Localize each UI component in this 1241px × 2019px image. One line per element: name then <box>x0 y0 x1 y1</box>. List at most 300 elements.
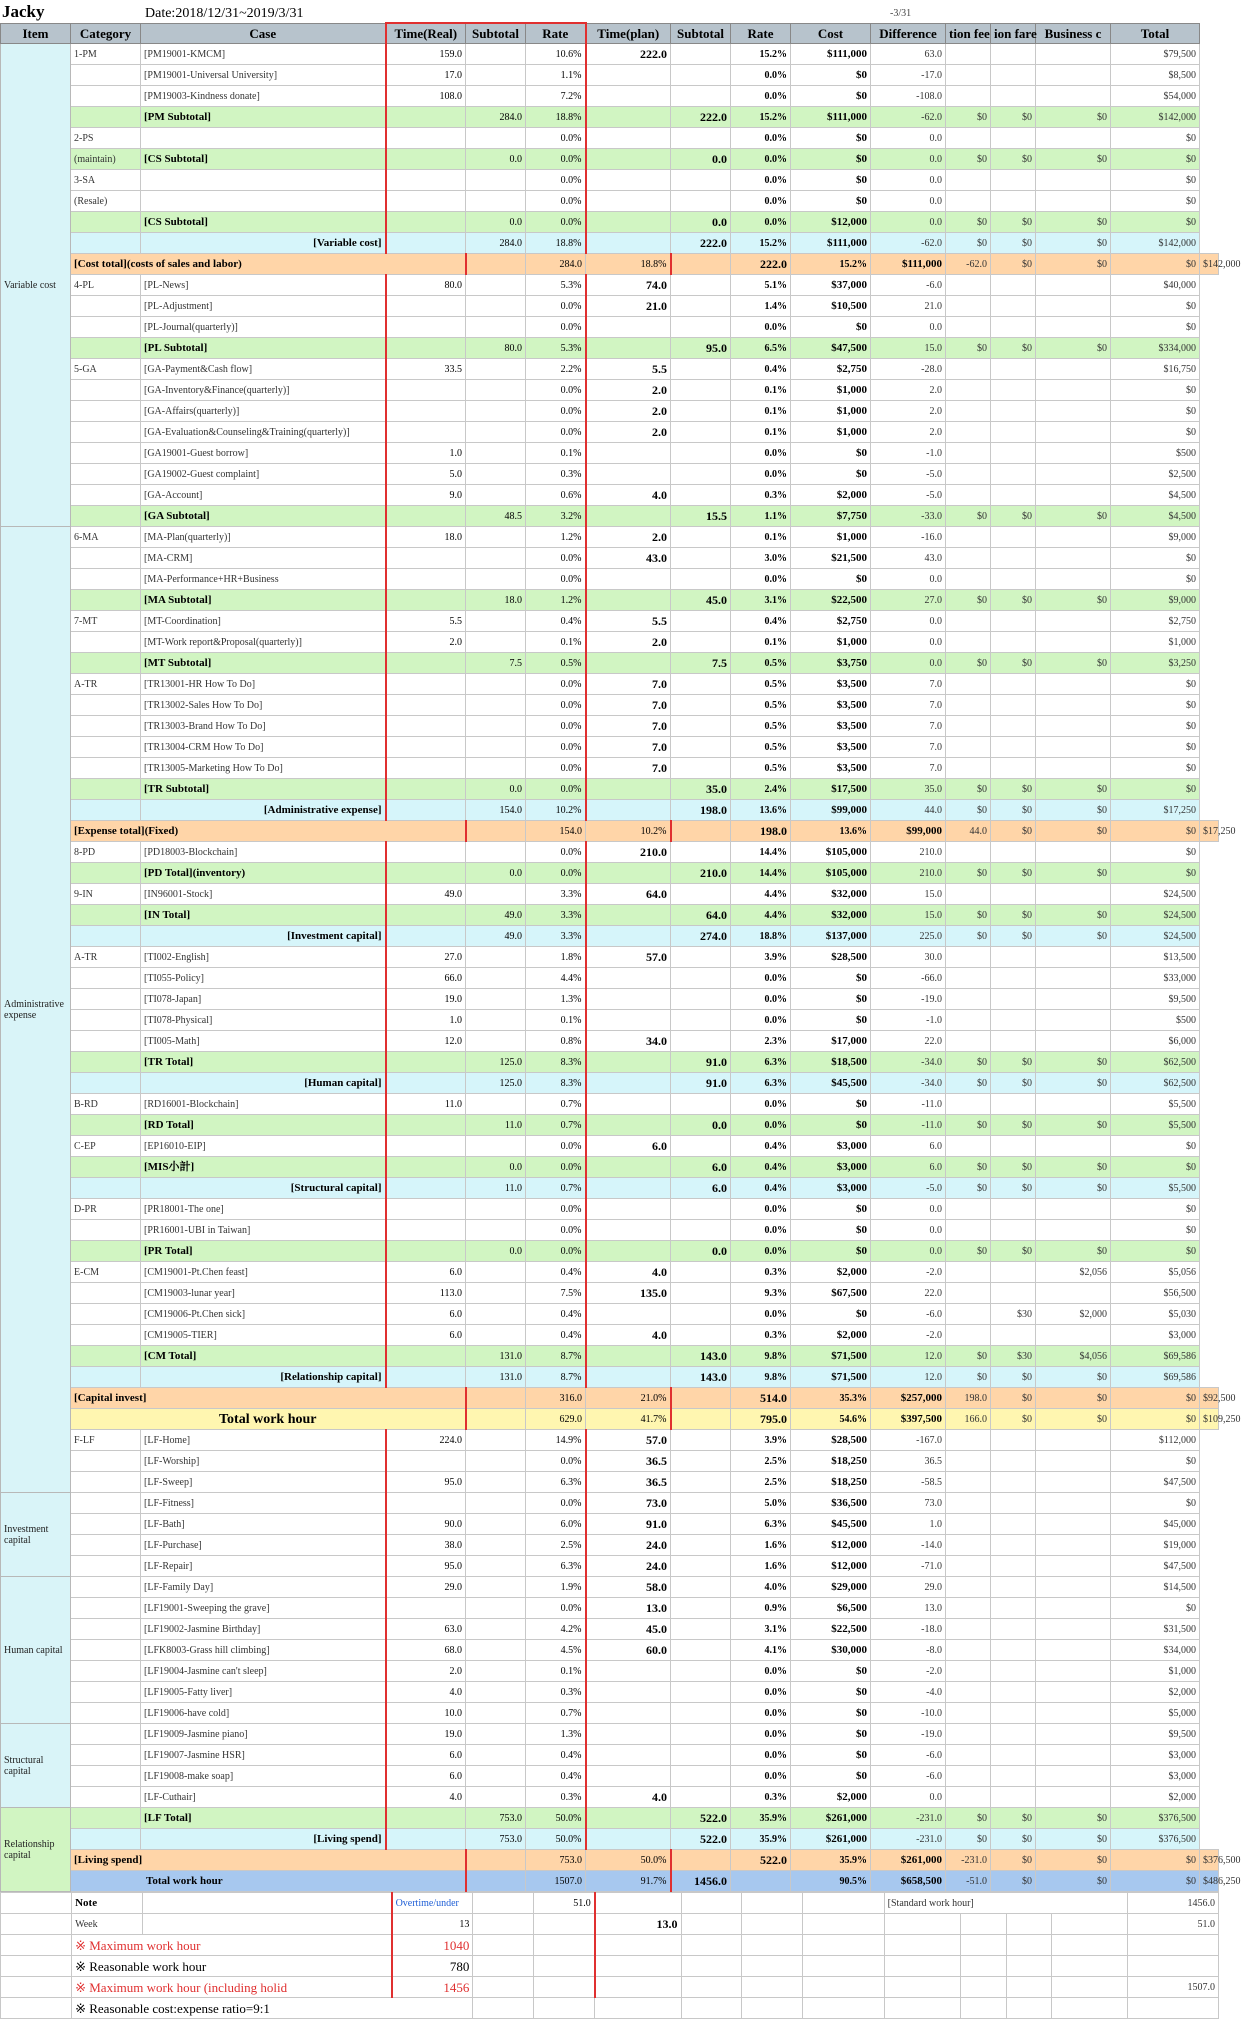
rate-plan: 15.2% <box>731 107 791 128</box>
difference: -66.0 <box>871 968 946 989</box>
rate-real: 8.7% <box>526 1367 586 1388</box>
business-cost: $0 <box>1036 1808 1111 1829</box>
total: $47,500 <box>1111 1556 1200 1577</box>
total: $0 <box>1111 695 1200 716</box>
subtotal-plan <box>671 1640 731 1661</box>
note-cell <box>884 1977 960 1998</box>
rate-real: 4.4% <box>526 968 586 989</box>
total: $40,000 <box>1111 275 1200 296</box>
rate-plan: 0.0% <box>731 317 791 338</box>
note-cell <box>960 1914 1006 1935</box>
rate-real: 0.3% <box>526 1787 586 1808</box>
time-real <box>466 1871 526 1892</box>
time-plan <box>586 1199 671 1220</box>
business-cost <box>1036 317 1111 338</box>
business-cost: $2,000 <box>1036 1304 1111 1325</box>
note-cell <box>1006 1998 1052 2019</box>
subtotal-plan <box>671 275 731 296</box>
business-cost <box>1036 737 1111 758</box>
subtotal-real <box>466 1619 526 1640</box>
subtotal-plan: 64.0 <box>671 905 731 926</box>
cost: $111,000 <box>871 254 946 275</box>
difference: -34.0 <box>871 1052 946 1073</box>
rate-plan: 0.5% <box>731 737 791 758</box>
column-header: Rate <box>731 23 791 44</box>
subtotal-real: 48.5 <box>466 506 526 527</box>
rate-real: 1.1% <box>526 65 586 86</box>
difference: -6.0 <box>871 275 946 296</box>
tuition-fee <box>946 1535 991 1556</box>
cost: $137,000 <box>791 926 871 947</box>
total: $0 <box>1111 128 1200 149</box>
time-plan: 6.0 <box>586 1136 671 1157</box>
category-code: (Resale) <box>71 191 141 212</box>
total: $31,500 <box>1111 1619 1200 1640</box>
business-cost <box>1036 422 1111 443</box>
time-real: 6.0 <box>386 1325 466 1346</box>
table-row <box>1 1787 1219 1808</box>
business-cost <box>1036 191 1111 212</box>
tuition-fee <box>946 632 991 653</box>
business-cost <box>1036 632 1111 653</box>
time-real: 80.0 <box>386 275 466 296</box>
case-name: [MT-Work report&Proposal(quarterly)] <box>141 632 386 653</box>
standard-hour-value: 1456.0 <box>1128 1893 1219 1914</box>
total: $0 <box>1111 422 1200 443</box>
subtotal-plan <box>671 65 731 86</box>
subtotal-plan <box>731 1871 791 1892</box>
category-code <box>71 1052 141 1073</box>
cost: $18,250 <box>791 1472 871 1493</box>
business-cost: $0 <box>1036 1367 1111 1388</box>
case-name: [TI002-English] <box>141 947 386 968</box>
subtotal-real <box>466 1325 526 1346</box>
subtotal-real: 18.0 <box>466 590 526 611</box>
time-real: 1.0 <box>386 1010 466 1031</box>
subtotal-plan <box>671 191 731 212</box>
transportation-fare <box>991 1493 1036 1514</box>
rate-plan: 0.1% <box>731 380 791 401</box>
subtotal-real <box>466 380 526 401</box>
difference: 12.0 <box>871 1346 946 1367</box>
transportation-fare <box>991 44 1036 65</box>
difference: -33.0 <box>871 506 946 527</box>
time-real: 18.0 <box>386 527 466 548</box>
total: $34,000 <box>1111 1640 1200 1661</box>
subtotal-plan: 6.0 <box>671 1157 731 1178</box>
subtotal-label: [MT Subtotal] <box>141 653 386 674</box>
time-real: 9.0 <box>386 485 466 506</box>
note-cell <box>473 1914 534 1935</box>
note-cell <box>681 1956 742 1977</box>
table-row <box>1 86 1219 107</box>
subtotal-label: [TR Subtotal] <box>141 779 386 800</box>
rate-real: 0.0% <box>526 422 586 443</box>
subtotal-real <box>466 1283 526 1304</box>
time-real: 95.0 <box>386 1556 466 1577</box>
time-real <box>466 254 526 275</box>
difference: -2.0 <box>871 1325 946 1346</box>
difference: -11.0 <box>871 1115 946 1136</box>
time-plan: 7.0 <box>586 758 671 779</box>
total: $376,500 <box>1111 1829 1200 1850</box>
note-row <box>1 1935 1219 1956</box>
rate-real: 0.0% <box>526 548 586 569</box>
difference: 63.0 <box>871 44 946 65</box>
difference: -28.0 <box>871 359 946 380</box>
difference: -16.0 <box>871 527 946 548</box>
business-cost <box>1036 1787 1111 1808</box>
rate-plan: 3.9% <box>731 947 791 968</box>
subtotal-plan: 0.0 <box>671 149 731 170</box>
table-row <box>1 380 1219 401</box>
time-real <box>386 548 466 569</box>
note-cell <box>681 1998 742 2019</box>
time-real <box>386 128 466 149</box>
case-name: [LF19007-Jasmine HSR] <box>141 1745 386 1766</box>
business-cost <box>1036 527 1111 548</box>
rate-real: 0.0% <box>526 1157 586 1178</box>
table-row <box>1 1262 1219 1283</box>
note-cell <box>595 1956 681 1977</box>
total: $0 <box>1111 1451 1200 1472</box>
table-row <box>1 1031 1219 1052</box>
category-code <box>71 317 141 338</box>
tuition-fee <box>946 422 991 443</box>
subtotal-plan: 6.0 <box>671 1178 731 1199</box>
column-header: Total <box>1111 23 1200 44</box>
case-name: [TI055-Policy] <box>141 968 386 989</box>
total: $79,500 <box>1111 44 1200 65</box>
transportation-fare <box>991 1325 1036 1346</box>
cost: $29,000 <box>791 1577 871 1598</box>
tuition-fee: $0 <box>946 506 991 527</box>
rate-plan: 0.3% <box>731 485 791 506</box>
subtotal-plan <box>671 716 731 737</box>
difference: 27.0 <box>871 590 946 611</box>
cost: $111,000 <box>791 233 871 254</box>
subtotal-plan <box>671 674 731 695</box>
time-plan <box>586 1220 671 1241</box>
rate-plan: 0.0% <box>731 191 791 212</box>
time-real: 6.0 <box>386 1745 466 1766</box>
transportation-fare: $0 <box>991 800 1036 821</box>
total: $0 <box>1111 380 1200 401</box>
case-name: [LF-Repair] <box>141 1556 386 1577</box>
case-name: [TR13004-CRM How To Do] <box>141 737 386 758</box>
tuition-fee <box>946 1283 991 1304</box>
time-plan <box>586 1367 671 1388</box>
note-cell <box>742 1914 803 1935</box>
transportation-fare <box>991 611 1036 632</box>
cost: $37,000 <box>791 275 871 296</box>
transportation-fare <box>991 569 1036 590</box>
tuition-fee <box>946 611 991 632</box>
time-plan: 4.0 <box>586 1325 671 1346</box>
transportation-fare: $0 <box>991 107 1036 128</box>
time-plan <box>586 1682 671 1703</box>
subtotal-plan: 91.0 <box>671 1052 731 1073</box>
subtotal-label: [PL Subtotal] <box>141 338 386 359</box>
time-plan <box>586 1115 671 1136</box>
table-row <box>1 1346 1219 1367</box>
difference: -6.0 <box>871 1304 946 1325</box>
difference: -14.0 <box>871 1535 946 1556</box>
time-plan <box>586 1745 671 1766</box>
cost: $105,000 <box>791 863 871 884</box>
subtotal-plan <box>671 758 731 779</box>
time-plan: 13.0 <box>586 1598 671 1619</box>
transportation-fare: $0 <box>991 506 1036 527</box>
time-plan: 2.0 <box>586 422 671 443</box>
cost: $111,000 <box>791 107 871 128</box>
subtotal-plan <box>671 1766 731 1787</box>
week-plan: 13.0 <box>595 1914 681 1935</box>
difference: -71.0 <box>871 1556 946 1577</box>
note-cell <box>742 1935 803 1956</box>
time-real <box>386 149 466 170</box>
cost: $0 <box>791 1115 871 1136</box>
time-plan <box>586 926 671 947</box>
time-real <box>466 1850 526 1871</box>
section-label: [Structural capital] <box>141 1178 386 1199</box>
transportation-fare <box>991 884 1036 905</box>
category-code: F-LF <box>71 1430 141 1451</box>
cost: $3,500 <box>791 758 871 779</box>
subtotal-real <box>466 1262 526 1283</box>
subtotal-label: [PD Total](inventory) <box>141 863 386 884</box>
time-plan <box>586 569 671 590</box>
category-code <box>71 1556 141 1577</box>
section-label: [Administrative expense] <box>141 800 386 821</box>
time-plan: 4.0 <box>586 485 671 506</box>
time-plan <box>586 800 671 821</box>
cost: $0 <box>791 1745 871 1766</box>
note-cell <box>595 1935 681 1956</box>
difference: 0.0 <box>871 653 946 674</box>
transportation-fare <box>991 1556 1036 1577</box>
business-cost: $0 <box>1036 590 1111 611</box>
business-cost: $0 <box>1036 653 1111 674</box>
category-code <box>71 1367 141 1388</box>
subtotal-plan: 198.0 <box>671 800 731 821</box>
case-name <box>141 191 386 212</box>
time-real: 33.5 <box>386 359 466 380</box>
subtotal-plan <box>671 1724 731 1745</box>
difference: 6.0 <box>871 1157 946 1178</box>
transportation-fare <box>991 1619 1036 1640</box>
subtotal-real <box>466 1766 526 1787</box>
case-name: [LF-Sweep] <box>141 1472 386 1493</box>
difference: 12.0 <box>871 1367 946 1388</box>
total: $0 <box>1111 674 1200 695</box>
time-plan <box>671 1850 731 1871</box>
time-plan: 24.0 <box>586 1535 671 1556</box>
time-real <box>386 1451 466 1472</box>
subtotal-real <box>466 1598 526 1619</box>
total: $54,000 <box>1111 86 1200 107</box>
table-row <box>1 1010 1219 1031</box>
subtotal-real <box>466 296 526 317</box>
rate-plan: 0.0% <box>731 1661 791 1682</box>
cost: $0 <box>791 569 871 590</box>
cost: $3,000 <box>791 1136 871 1157</box>
subtotal-real <box>466 1787 526 1808</box>
note-cell <box>1006 1935 1052 1956</box>
total: $69,586 <box>1111 1367 1200 1388</box>
difference: -10.0 <box>871 1703 946 1724</box>
table-row <box>1 1241 1219 1262</box>
subtotal-real <box>466 464 526 485</box>
difference: 22.0 <box>871 1031 946 1052</box>
rate-real: 8.3% <box>526 1073 586 1094</box>
time-real: 19.0 <box>386 1724 466 1745</box>
cost: $28,500 <box>791 1430 871 1451</box>
subtotal-real: 316.0 <box>526 1388 586 1409</box>
rate-plan: 9.8% <box>731 1367 791 1388</box>
total: $0 <box>1111 569 1200 590</box>
total: $376,500 <box>1200 1850 1219 1871</box>
transportation-fare: $0 <box>1036 254 1111 275</box>
time-real <box>386 506 466 527</box>
total: $0 <box>1111 737 1200 758</box>
subtotal-real <box>466 191 526 212</box>
time-real <box>386 779 466 800</box>
time-plan <box>586 779 671 800</box>
case-name: [TI005-Math] <box>141 1031 386 1052</box>
difference: -51.0 <box>946 1871 991 1892</box>
total: $33,000 <box>1111 968 1200 989</box>
rate-real: 0.7% <box>526 1115 586 1136</box>
rate-plan: 0.4% <box>731 1178 791 1199</box>
time-real: 17.0 <box>386 65 466 86</box>
cost: $1,000 <box>791 632 871 653</box>
rate-plan: 0.0% <box>731 1682 791 1703</box>
rate-real: 6.3% <box>526 1556 586 1577</box>
tuition-fee <box>946 380 991 401</box>
transportation-fare <box>991 1283 1036 1304</box>
transportation-fare <box>991 422 1036 443</box>
reasonable-hour-value: 780 <box>392 1956 473 1977</box>
tuition-fee: $0 <box>946 212 991 233</box>
business-cost: $0 <box>1036 779 1111 800</box>
overtime-value: 51.0 <box>534 1893 595 1914</box>
subtotal-plan <box>671 695 731 716</box>
time-real <box>386 107 466 128</box>
time-plan: 1456.0 <box>671 1871 731 1892</box>
note-cell <box>681 1977 742 1998</box>
category-code <box>71 443 141 464</box>
subtotal-plan: 0.0 <box>671 1115 731 1136</box>
rate-plan: 90.5% <box>791 1871 871 1892</box>
note-cell <box>1006 1977 1052 1998</box>
tuition-fee <box>946 86 991 107</box>
business-cost: $0 <box>1036 233 1111 254</box>
category-code <box>71 569 141 590</box>
note-row <box>1 1977 1219 1998</box>
rate-real: 14.9% <box>526 1430 586 1451</box>
transportation-fare: $0 <box>991 1241 1036 1262</box>
time-real <box>386 842 466 863</box>
difference: 2.0 <box>871 401 946 422</box>
transportation-fare <box>991 695 1036 716</box>
case-name: [CM19003-lunar year] <box>141 1283 386 1304</box>
subtotal-label: [MA Subtotal] <box>141 590 386 611</box>
cost: $99,000 <box>871 821 946 842</box>
rate-plan: 1.1% <box>731 506 791 527</box>
case-name: [MA-CRM] <box>141 548 386 569</box>
business-cost <box>1036 1535 1111 1556</box>
category-code <box>71 1682 141 1703</box>
table-row <box>1 317 1219 338</box>
rate-plan: 35.9% <box>791 1850 871 1871</box>
sheet-header <box>0 0 1219 22</box>
tuition-fee: $0 <box>991 1409 1036 1430</box>
total: $3,000 <box>1111 1745 1200 1766</box>
cost: $0 <box>791 128 871 149</box>
transportation-fare <box>991 401 1036 422</box>
transportation-fare <box>991 65 1036 86</box>
difference: -58.5 <box>871 1472 946 1493</box>
subtotal-real <box>466 1220 526 1241</box>
rate-plan: 14.4% <box>731 842 791 863</box>
time-real <box>386 380 466 401</box>
note-cell <box>1128 1935 1219 1956</box>
max-holiday-value: 1456 <box>392 1977 473 1998</box>
transportation-fare <box>991 191 1036 212</box>
difference: -167.0 <box>871 1430 946 1451</box>
business-cost <box>1036 1703 1111 1724</box>
transportation-fare <box>991 842 1036 863</box>
total: $109,250 <box>1200 1409 1219 1430</box>
note-cell <box>803 1956 884 1977</box>
note-cell <box>1052 1935 1128 1956</box>
total: $17,250 <box>1200 821 1219 842</box>
time-real <box>386 1052 466 1073</box>
subtotal-real <box>466 632 526 653</box>
rate-plan: 15.2% <box>731 233 791 254</box>
rate-real: 0.0% <box>526 1241 586 1262</box>
rate-plan: 0.0% <box>731 86 791 107</box>
rate-plan: 0.0% <box>731 1199 791 1220</box>
time-plan <box>586 905 671 926</box>
table-row <box>1 821 1219 842</box>
subtotal-plan <box>671 128 731 149</box>
time-plan: 7.0 <box>586 737 671 758</box>
cost: $0 <box>791 1766 871 1787</box>
tuition-fee: $0 <box>991 821 1036 842</box>
note-cell <box>1006 1914 1052 1935</box>
business-cost <box>1036 464 1111 485</box>
transportation-fare: $0 <box>1036 1409 1111 1430</box>
subtotal-plan <box>671 443 731 464</box>
rate-plan: 6.3% <box>731 1514 791 1535</box>
tuition-fee <box>946 1136 991 1157</box>
transportation-fare: $0 <box>991 1367 1036 1388</box>
tuition-fee <box>946 968 991 989</box>
subtotal-plan <box>671 989 731 1010</box>
rate-plan: 5.0% <box>731 1493 791 1514</box>
table-row <box>1 1682 1219 1703</box>
category-code <box>71 695 141 716</box>
tuition-fee <box>946 1556 991 1577</box>
time-real: 108.0 <box>386 86 466 107</box>
transportation-fare <box>991 1703 1036 1724</box>
subtotal-plan <box>671 1619 731 1640</box>
subtotal-plan: 522.0 <box>731 1850 791 1871</box>
cost: $0 <box>791 1682 871 1703</box>
time-real <box>386 1199 466 1220</box>
